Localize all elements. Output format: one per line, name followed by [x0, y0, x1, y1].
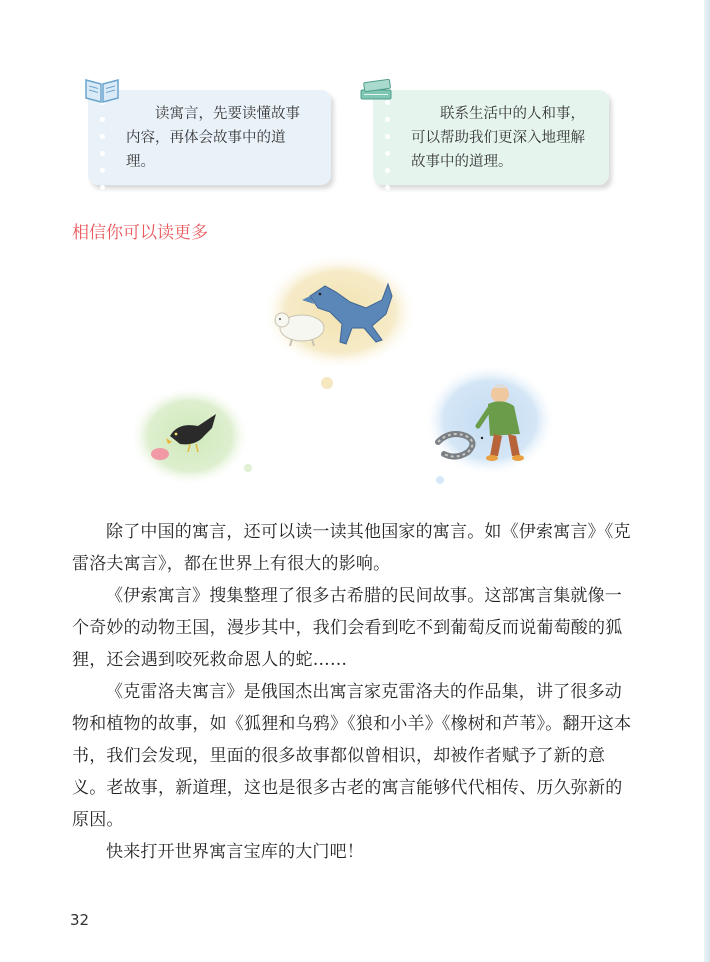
tip-text-life: 联系生活中的人和事，可以帮助我们更深入地理解故事中的道理。 [411, 106, 585, 170]
notebook-holes [385, 100, 391, 180]
body-text [72, 516, 632, 868]
paragraph-1: 除了中国的寓言，还可以读一读其他国家的寓言。如《伊索寓言》《克雷洛夫寓言》，都在世界上有很大的影响。 [72, 522, 631, 574]
paragraph-2: 《伊索寓言》搜集整理了很多古希腊的民间故事。这部寓言集就像一个奇妙的动物王国，漫步其中，我们会看到吃不到葡萄反而说葡萄酸的狐狸，还会遇到咬死救命恩人的蛇…… [72, 586, 623, 670]
tip-card-reading [88, 90, 331, 185]
open-book-icon [84, 74, 120, 104]
book-stack-icon [358, 74, 394, 104]
notebook-holes [100, 100, 106, 180]
page-edge-strip [704, 0, 710, 962]
farmer-and-snake-bubble [424, 364, 556, 484]
paragraph-3: 《克雷洛夫寓言》是俄国杰出寓言家克雷洛夫的作品集，讲了很多动物和植物的故事，如《狐狸和乌鸦》《狼和小羊》《橡树和芦苇》。翻开这本书，我们会发现，里面的很多故事都似曾相识，却被作者赋予了新的意义。老故事，新道理，这也是很多古老的寓言能够代代相传、历久弥新的原因。 [72, 682, 632, 830]
section-title: 相信你可以读更多 [72, 223, 208, 243]
tip-card-life [373, 90, 609, 185]
tip-text-reading: 读寓言，先要读懂故事内容，再体会故事中的道理。 [126, 106, 300, 170]
page-number: 32 [70, 911, 90, 929]
paragraph-4: 快来打开世界寓言宝库的大门吧！ [106, 842, 364, 862]
wolf-and-lamb-bubble [262, 256, 418, 389]
crow-bubble [130, 386, 252, 486]
fable-illustration [120, 256, 560, 496]
